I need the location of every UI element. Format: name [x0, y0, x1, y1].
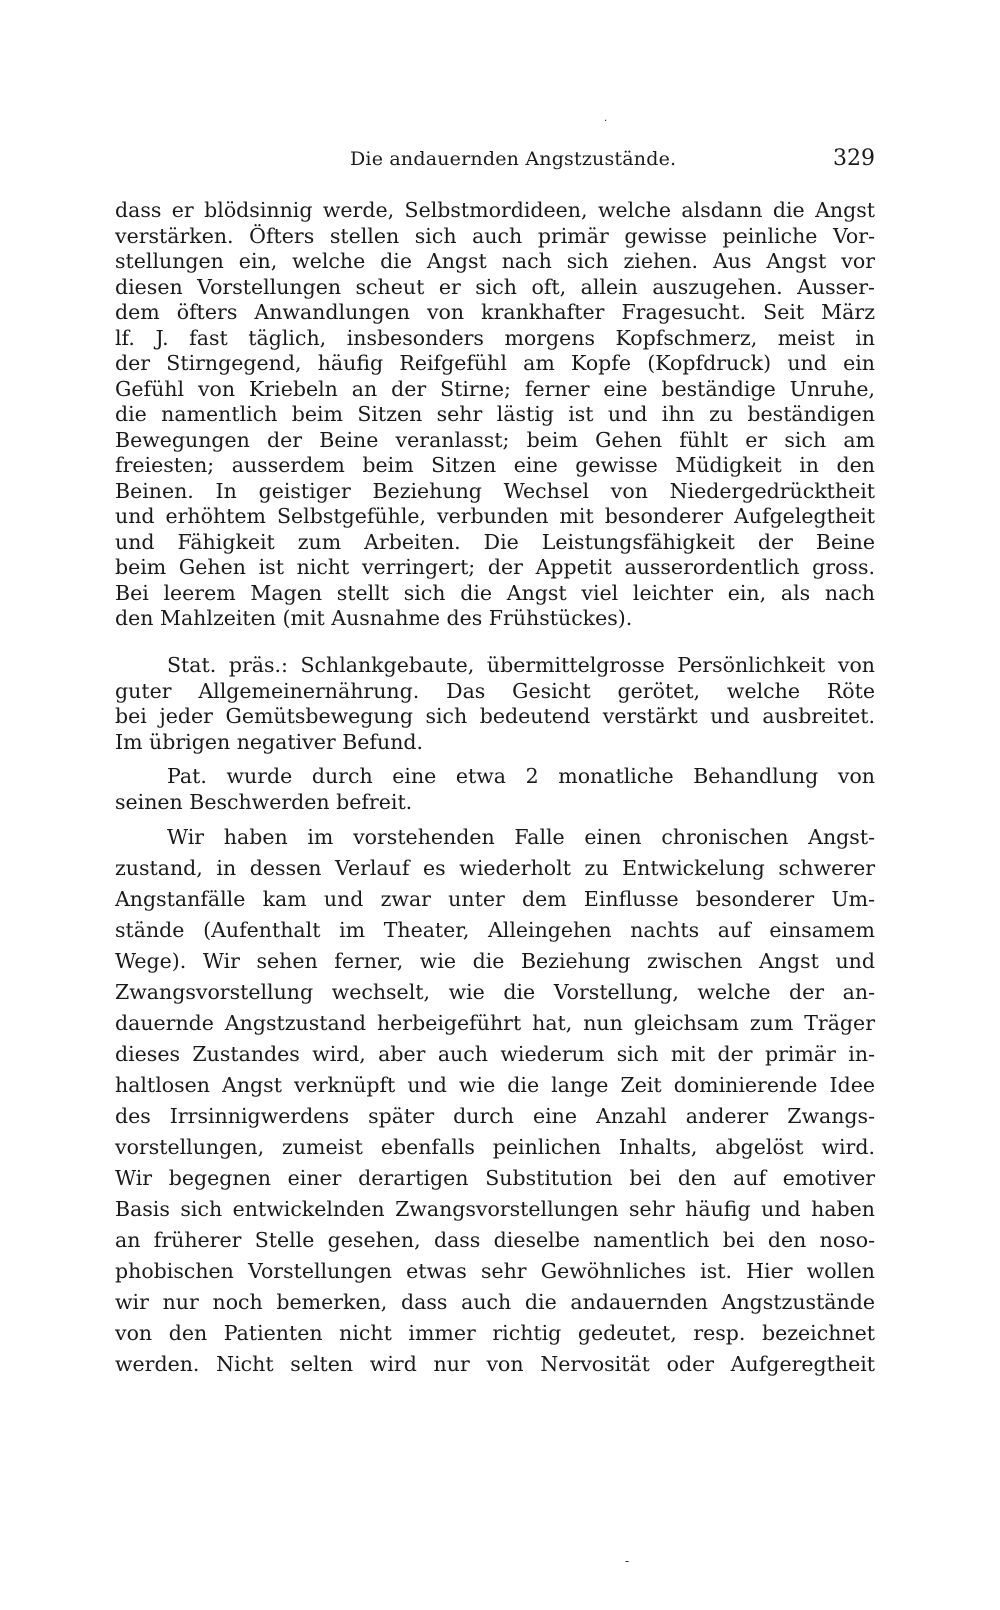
text-line: und erhöhtem Selbstgefühle, verbunden mit besonderer Aufgelegtheit [115, 504, 875, 528]
paragraph-outcome [115, 764, 875, 815]
text-line: Zwangsvorstellung wechselt, wie die Vorstellung, welche der an- [115, 980, 875, 1004]
text-line: dauernde Angstzustand herbeigeführt hat, nun gleichsam zum Träger [115, 1011, 875, 1035]
text-line: dieses Zustandes wird, aber auch wiederum sich mit der primär in- [115, 1042, 875, 1066]
text-line: seinen Beschwerden befreit. [115, 789, 413, 814]
text-line: die namentlich beim Sitzen sehr lästig ist und ihn zu beständigen [115, 402, 875, 426]
text-line: vorstellungen, zumeist ebenfalls peinlichen Inhalts, abgelöst wird. [115, 1135, 875, 1159]
paragraph-case-history [115, 198, 875, 632]
text-line: Stat. präs.: Schlankgebaute, übermittelgrosse Persönlichkeit von [167, 653, 875, 677]
text-line: des Irrsinnigwerdens später durch eine Anzahl anderer Zwangs- [115, 1104, 875, 1128]
text-line: und Fähigkeit zum Arbeiten. Die Leistungsfähigkeit der Beine [115, 529, 875, 554]
text-line: Basis sich entwickelnden Zwangsvorstellungen sehr häufig und haben [115, 1197, 875, 1221]
text-line: Wege). Wir sehen ferner, wie die Beziehung zwischen Angst und [115, 949, 875, 973]
print-speck: · [604, 116, 608, 127]
text-line: diesen Vorstellungen scheut er sich oft, allein auszugehen. Ausser- [115, 274, 875, 299]
text-line: freiesten; ausserdem beim Sitzen eine gewisse Müdigkeit in den [115, 453, 875, 477]
text-line: Bewegungen der Beine veranlasst; beim Gehen fühlt er sich am [115, 427, 875, 452]
text-line: wir nur noch bemerken, dass auch die andauernden Angstzustände [115, 1290, 875, 1314]
text-line: stände (Aufenthalt im Theater, Alleingehen nachts auf einsamem [115, 918, 875, 942]
text-line: guter Allgemeinernährung. Das Gesicht gerötet, welche Röte [115, 678, 875, 703]
running-header [115, 148, 875, 178]
text-line: dass er blödsinnig werde, Selbstmordideen, welche alsdann die Angst [115, 198, 875, 222]
text-line: haltlosen Angst verknüpft und wie die lange Zeit dominierende Idee [115, 1073, 875, 1097]
paragraph-discussion [115, 822, 875, 1380]
print-speck: - [625, 1554, 630, 1568]
text-line: Pat. wurde durch eine etwa 2 monatliche Behandlung von [167, 764, 875, 788]
text-line: dem öfters Anwandlungen von krankhafter Fragesucht. Seit März [115, 300, 875, 324]
text-line: den Mahlzeiten (mit Ausnahme des Frühstückes). [115, 606, 633, 630]
text-line: phobischen Vorstellungen etwas sehr Gewöhnliches ist. Hier wollen [115, 1259, 875, 1283]
text-line: Im übrigen negativer Befund. [115, 729, 424, 754]
text-line: lf. J. fast täglich, insbesonders morgens Kopfschmerz, meist in [115, 325, 875, 350]
paragraph-status [115, 653, 875, 755]
text-line: an früherer Stelle gesehen, dass dieselbe namentlich bei den noso- [115, 1228, 875, 1252]
text-line: verstärken. Öfters stellen sich auch primär gewisse peinliche Vor- [115, 223, 875, 248]
text-line: Bei leerem Magen stellt sich die Angst viel leichter ein, als nach [115, 580, 875, 605]
text-line: von den Patienten nicht immer richtig gedeutet, resp. bezeichnet [115, 1321, 875, 1345]
text-line: bei jeder Gemütsbewegung sich bedeutend verstärkt und ausbreitet. [115, 704, 875, 728]
page-number: 329 [833, 146, 875, 171]
text-line: Gefühl von Kriebeln an der Stirne; ferner eine beständige Unruhe, [115, 376, 875, 401]
text-line: zustand, in dessen Verlauf es wiederholt zu Entwickelung schwerer [115, 856, 875, 880]
text-line: Beinen. In geistiger Beziehung Wechsel von Niedergedrücktheit [115, 478, 875, 503]
text-line: der Stirngegend, häufig Reifgefühl am Kopfe (Kopfdruck) und ein [115, 351, 875, 375]
text-line: beim Gehen ist nicht verringert; der Appetit ausserordentlich gross. [115, 555, 875, 579]
text-line: Wir haben im vorstehenden Falle einen chronischen Angst- [167, 825, 875, 849]
text-line: werden. Nicht selten wird nur von Nervosität oder Aufgeregtheit [115, 1352, 875, 1376]
text-line: stellungen ein, welche die Angst nach sich ziehen. Aus Angst vor [115, 249, 875, 273]
text-line: Angstanfälle kam und zwar unter dem Einflusse besonderer Um- [115, 887, 875, 911]
text-line: Wir begegnen einer derartigen Substitution bei den auf emotiver [115, 1166, 875, 1190]
running-title: Die andauernden Angstzustände. [350, 148, 677, 170]
